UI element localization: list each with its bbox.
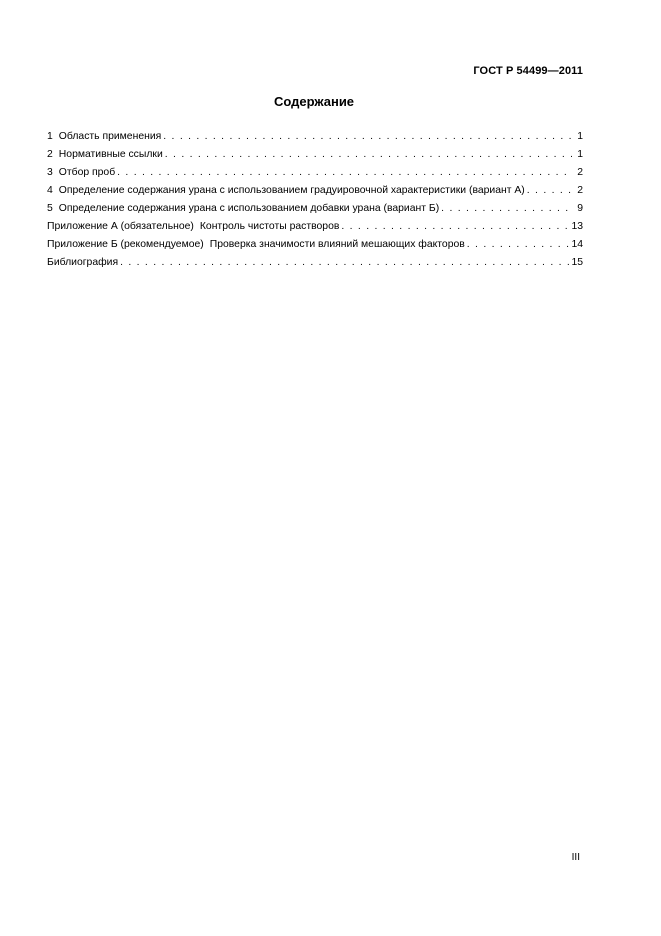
toc-entry-1[interactable]: [47, 125, 583, 143]
toc-entry-appendix-a[interactable]: [47, 215, 583, 233]
toc-entry-title: Определение содержания урана с использованием добавки урана (вариант Б): [58, 203, 440, 214]
toc-entry-page: 1: [577, 131, 583, 142]
toc-leader-dots: [527, 185, 572, 197]
toc-entry-number: 5: [47, 203, 53, 214]
toc-leader-dots: [441, 203, 572, 215]
toc-entry-number: Приложение А (обязательное): [47, 221, 194, 232]
toc-entry-page: 2: [577, 167, 583, 178]
toc-entry-page: 1: [577, 149, 583, 160]
toc-entry-page: 15: [571, 257, 583, 268]
toc-entry-title: Область применения: [58, 131, 162, 142]
toc-entry-appendix-b[interactable]: [47, 233, 583, 251]
toc-entry-3[interactable]: [47, 161, 583, 179]
toc-leader-dots: [341, 221, 569, 233]
toc-title: Содержание: [273, 94, 355, 109]
page-number: III: [571, 852, 580, 863]
toc-leader-dots: [165, 149, 572, 161]
toc-entry-title: Библиография: [47, 257, 119, 268]
toc-leader-dots: [467, 239, 570, 251]
toc-entry-number: 3: [47, 167, 53, 178]
toc-entry-number: Приложение Б (рекомендуемое): [47, 239, 204, 250]
toc-entry-title: Нормативные ссылки: [58, 149, 163, 160]
toc-entry-title: Отбор проб: [58, 167, 116, 178]
toc-entry-bibliography[interactable]: [47, 251, 583, 269]
toc-entry-title: Проверка значимости влияний мешающих факторов: [209, 239, 465, 250]
toc-entry-title: Определение содержания урана с использованием градуировочной характеристики (вариант А): [58, 185, 525, 196]
toc-entry-page: 2: [577, 185, 583, 196]
toc-leader-dots: [163, 131, 572, 143]
toc-leader-dots: [120, 257, 569, 269]
toc-entry-number: 4: [47, 185, 53, 196]
toc-entry-page: 14: [571, 239, 583, 250]
toc-entry-page: 13: [571, 221, 583, 232]
toc-entry-4[interactable]: [47, 179, 583, 197]
toc-entry-number: 2: [47, 149, 53, 160]
document-code: ГОСТ Р 54499—2011: [473, 65, 583, 77]
toc-leader-dots: [117, 167, 572, 179]
toc-entry-5[interactable]: [47, 197, 583, 215]
toc-entry-title: Контроль чистоты растворов: [199, 221, 340, 232]
toc-entry-page: 9: [577, 203, 583, 214]
toc-entry-number: 1: [47, 131, 53, 142]
table-of-contents: [47, 125, 583, 269]
toc-entry-2[interactable]: [47, 143, 583, 161]
